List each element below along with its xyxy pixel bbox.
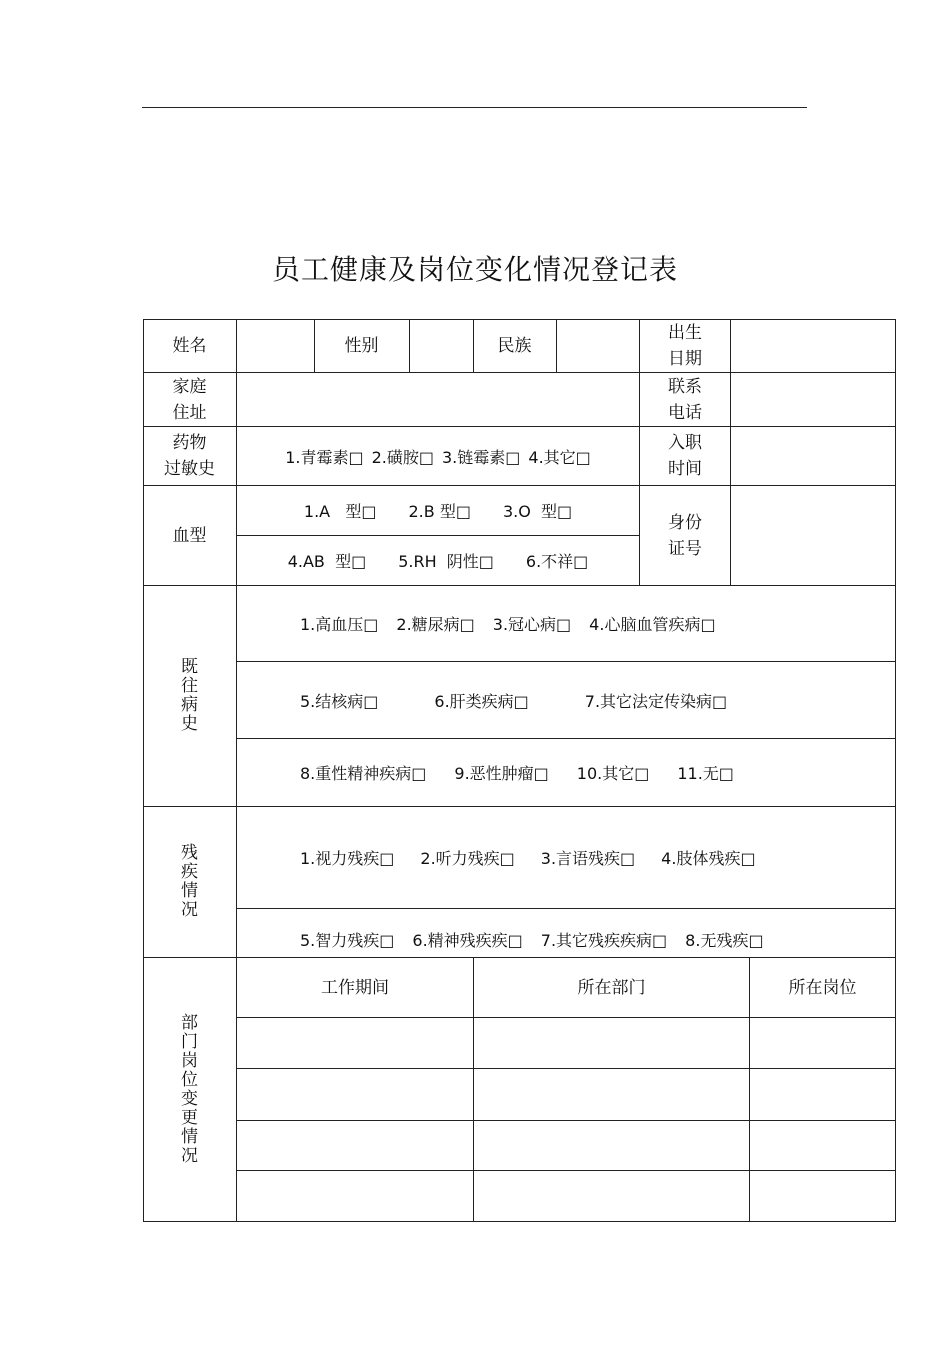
medical-history-row1 xyxy=(237,586,895,661)
checkbox-option[interactable]: 6.不祥□ xyxy=(525,552,589,571)
column-header-department: 所在部门 xyxy=(577,977,646,998)
name-label: 姓名 xyxy=(172,335,207,356)
blood-type-options-row2 xyxy=(237,536,639,585)
checkbox-option[interactable]: 5.结核病□ xyxy=(300,691,379,711)
phone-field[interactable] xyxy=(731,373,895,426)
home-address-field[interactable] xyxy=(237,373,639,426)
disability-row2 xyxy=(237,909,895,957)
checkbox-option[interactable]: 5.智力残疾□ xyxy=(300,931,395,950)
checkbox-option[interactable]: 3.冠心病□ xyxy=(492,615,572,634)
checkbox-option[interactable]: 5.RH 阴性□ xyxy=(398,552,494,571)
gender-label: 性别 xyxy=(344,335,379,356)
medical-history-row2 xyxy=(237,662,895,738)
table-cell[interactable] xyxy=(474,1171,749,1221)
blood-type-label: 血型 xyxy=(172,525,207,546)
table-cell[interactable] xyxy=(237,1018,473,1068)
id-number-label: 身份 证号 xyxy=(668,512,702,559)
id-number-field[interactable] xyxy=(731,486,895,585)
checkbox-option[interactable]: 2.B 型□ xyxy=(408,502,471,521)
phone-label: 联系 电话 xyxy=(668,376,702,423)
birth-date-label: 出生 日期 xyxy=(668,322,702,369)
checkbox-option[interactable]: 1.视力残疾□ xyxy=(300,849,395,868)
ethnicity-label: 民族 xyxy=(497,335,532,356)
birth-date-field[interactable] xyxy=(731,319,895,372)
gender-field[interactable] xyxy=(410,319,473,372)
header-rule xyxy=(142,107,807,108)
table-cell[interactable] xyxy=(474,1121,749,1170)
checkbox-option[interactable]: 4.其它□ xyxy=(528,447,591,467)
table-cell[interactable] xyxy=(474,1069,749,1120)
blood-type-options-row1 xyxy=(237,486,639,535)
registration-form xyxy=(143,319,896,1222)
page-title: 员工健康及岗位变化情况登记表 xyxy=(271,253,678,286)
column-header-position: 所在岗位 xyxy=(788,977,857,998)
checkbox-option[interactable]: 7.其它残疾疾病□ xyxy=(540,931,668,950)
checkbox-option[interactable]: 10.其它□ xyxy=(576,764,650,783)
disability-row1 xyxy=(237,807,895,908)
border-right xyxy=(895,319,896,1222)
checkbox-option[interactable]: 6.精神残疾疾□ xyxy=(412,931,523,950)
dept-changes-label xyxy=(143,958,236,1221)
checkbox-option[interactable]: 8.重性精神疾病□ xyxy=(300,764,427,783)
table-cell[interactable] xyxy=(750,1171,895,1221)
checkbox-option[interactable]: 8.无残疾□ xyxy=(685,931,764,950)
table-cell[interactable] xyxy=(750,1069,895,1120)
name-field[interactable] xyxy=(237,319,314,372)
checkbox-option[interactable]: 4.肢体残疾□ xyxy=(661,849,756,868)
table-cell[interactable] xyxy=(237,1171,473,1221)
checkbox-option[interactable]: 1.高血压□ xyxy=(300,615,379,634)
checkbox-option[interactable]: 2.磺胺□ xyxy=(371,447,434,467)
hire-date-field[interactable] xyxy=(731,427,895,485)
table-cell[interactable] xyxy=(750,1121,895,1170)
disability-label xyxy=(143,807,236,957)
checkbox-option[interactable]: 2.听力残疾□ xyxy=(420,849,515,868)
table-cell[interactable] xyxy=(237,1121,473,1170)
dept-changes-label-text: 部门岗位变更情况 xyxy=(181,1012,198,1166)
checkbox-option[interactable]: 3.O 型□ xyxy=(502,502,573,521)
medical-history-label-text: 既往病史 xyxy=(181,657,198,734)
checkbox-option[interactable]: 1.A 型□ xyxy=(303,502,377,521)
home-address-label: 家庭 住址 xyxy=(172,376,207,423)
checkbox-option[interactable]: 2.糖尿病□ xyxy=(396,615,475,634)
medical-history-label xyxy=(143,586,236,806)
checkbox-option[interactable]: 9.恶性肿瘤□ xyxy=(454,764,549,783)
checkbox-option[interactable]: 1.青霉素□ xyxy=(285,447,364,467)
checkbox-option[interactable]: 11.无□ xyxy=(677,764,734,783)
disability-label-text: 残疾情况 xyxy=(181,843,198,920)
drug-allergy-options xyxy=(237,427,639,485)
medical-history-row3 xyxy=(237,739,895,806)
column-header-work-period: 工作期间 xyxy=(321,977,389,998)
checkbox-option[interactable]: 4.心脑血管疾病□ xyxy=(589,615,716,634)
drug-allergy-label: 药物 过敏史 xyxy=(164,433,215,479)
checkbox-option[interactable]: 3.链霉素□ xyxy=(442,447,521,467)
table-cell[interactable] xyxy=(237,1069,473,1120)
border-bottom xyxy=(143,1221,896,1222)
checkbox-option[interactable]: 7.其它法定传染病□ xyxy=(584,691,728,711)
hire-date-label: 入职 时间 xyxy=(668,433,702,479)
checkbox-option[interactable]: 3.言语残疾□ xyxy=(540,849,636,868)
checkbox-option[interactable]: 6.肝类疾病□ xyxy=(434,691,529,711)
ethnicity-field[interactable] xyxy=(557,319,639,372)
table-cell[interactable] xyxy=(474,1018,749,1068)
checkbox-option[interactable]: 4.AB 型□ xyxy=(287,552,367,571)
table-cell[interactable] xyxy=(750,1018,895,1068)
